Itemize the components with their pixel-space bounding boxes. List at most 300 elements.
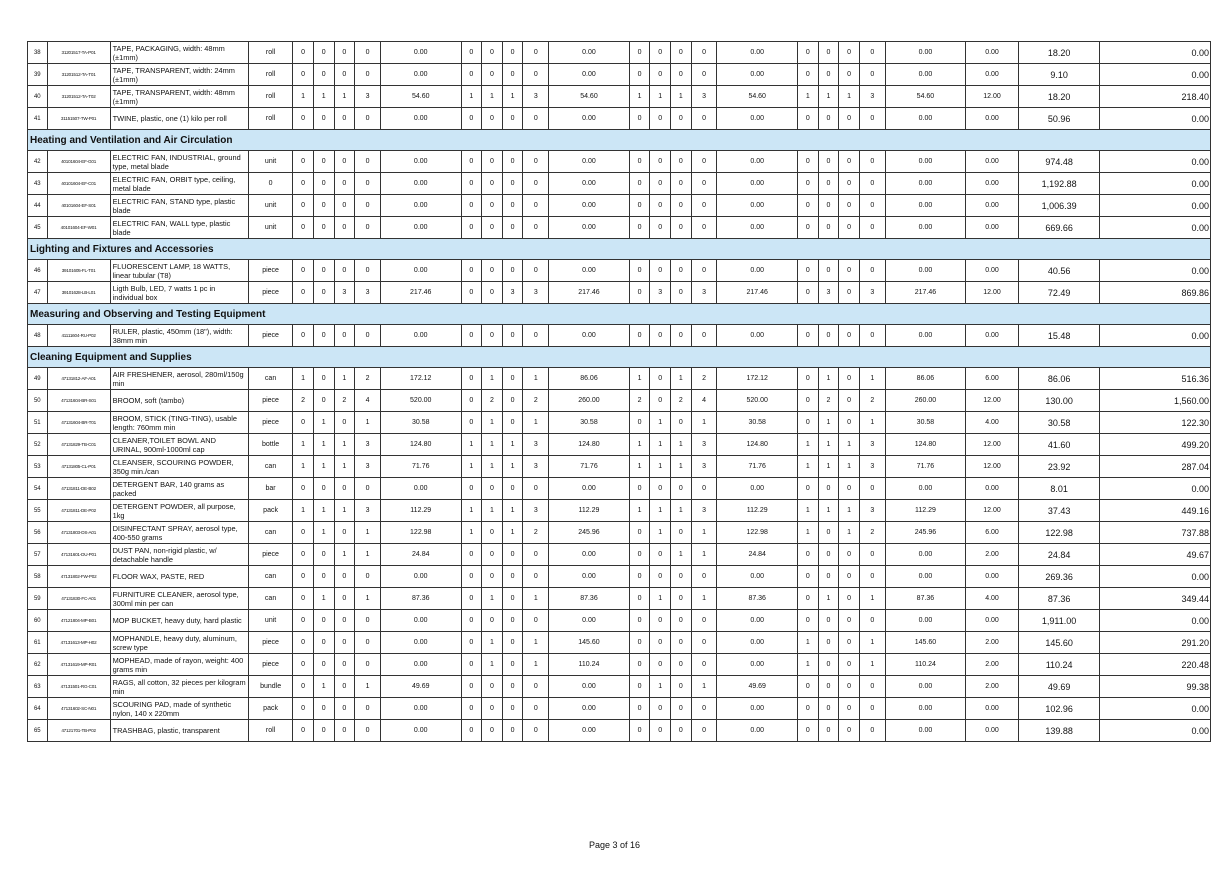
table-row [28, 500, 1211, 522]
item-number: 57 [28, 544, 48, 566]
q4-qty: 3 [859, 500, 885, 522]
total-amount: 0.00 [1100, 108, 1211, 130]
q2-qty: 0 [523, 151, 549, 173]
q4-qty: 0 [797, 566, 818, 588]
table-row [28, 478, 1211, 500]
q2-qty: 0 [482, 217, 503, 239]
q3-qty: 0 [629, 588, 650, 610]
q1-amount: 520.00 [380, 390, 461, 412]
item-number: 52 [28, 434, 48, 456]
table-row [28, 588, 1211, 610]
item-code: 47121701-TB-P02 [47, 720, 110, 742]
q4-qty: 0 [818, 325, 839, 347]
q4-qty: 1 [818, 588, 839, 610]
q3-qty: 0 [671, 478, 692, 500]
q3-qty: 0 [629, 544, 650, 566]
q3-qty: 0 [691, 654, 717, 676]
q3-qty: 0 [629, 325, 650, 347]
q4-qty: 0 [818, 720, 839, 742]
q4-qty: 1 [839, 500, 860, 522]
q2-amount: 0.00 [549, 195, 630, 217]
q3-qty: 1 [650, 456, 671, 478]
q2-qty: 0 [482, 64, 503, 86]
q4-qty: 0 [797, 588, 818, 610]
q2-amount: 0.00 [549, 610, 630, 632]
q4-qty: 0 [859, 478, 885, 500]
q1-qty: 0 [355, 698, 381, 720]
item-description: MOPHANDLE, heavy duty, aluminum, screw type [110, 632, 248, 654]
item-number: 40 [28, 86, 48, 108]
q2-qty: 0 [461, 632, 482, 654]
item-number: 63 [28, 676, 48, 698]
percentage: 4.00 [966, 412, 1019, 434]
item-number: 47 [28, 282, 48, 304]
total-amount: 0.00 [1100, 325, 1211, 347]
category-row [28, 130, 1211, 151]
q4-qty: 0 [859, 217, 885, 239]
q2-qty: 1 [461, 86, 482, 108]
q3-qty: 0 [650, 151, 671, 173]
q3-qty: 1 [629, 86, 650, 108]
q2-qty: 1 [502, 434, 523, 456]
q2-qty: 0 [482, 282, 503, 304]
q2-qty: 0 [482, 676, 503, 698]
q1-qty: 0 [293, 588, 314, 610]
q2-qty: 0 [482, 173, 503, 195]
item-number: 48 [28, 325, 48, 347]
item-number: 54 [28, 478, 48, 500]
q3-qty: 0 [650, 217, 671, 239]
q4-qty: 0 [859, 260, 885, 282]
q4-qty: 1 [797, 632, 818, 654]
q1-qty: 0 [334, 151, 355, 173]
q3-qty: 3 [691, 500, 717, 522]
q2-amount: 0.00 [549, 64, 630, 86]
q4-qty: 0 [839, 412, 860, 434]
q1-qty: 0 [313, 151, 334, 173]
q1-qty: 0 [293, 260, 314, 282]
percentage: 12.00 [966, 434, 1019, 456]
item-description: DETERGENT BAR, 140 grams as packed [110, 478, 248, 500]
item-description: DUST PAN, non-rigid plastic, w/ detachable handle [110, 544, 248, 566]
q2-qty: 0 [523, 676, 549, 698]
q4-qty: 0 [797, 217, 818, 239]
q3-qty: 0 [691, 478, 717, 500]
q2-qty: 0 [523, 108, 549, 130]
q3-qty: 0 [671, 64, 692, 86]
q1-qty: 0 [293, 412, 314, 434]
q3-qty: 0 [650, 478, 671, 500]
q2-amount: 0.00 [549, 544, 630, 566]
q3-qty: 0 [629, 478, 650, 500]
item-code: 39101605-FL-T01 [47, 260, 110, 282]
q4-qty: 1 [797, 434, 818, 456]
q3-amount: 124.80 [717, 434, 798, 456]
percentage: 0.00 [966, 566, 1019, 588]
total-amount: 122.30 [1100, 412, 1211, 434]
q1-qty: 0 [293, 64, 314, 86]
q2-amount: 0.00 [549, 217, 630, 239]
q1-qty: 0 [293, 720, 314, 742]
item-code: 40101604-EF-G01 [47, 151, 110, 173]
q3-qty: 0 [671, 195, 692, 217]
table-row [28, 654, 1211, 676]
q1-qty: 3 [334, 282, 355, 304]
item-description: ELECTRIC FAN, WALL type, plastic blade [110, 217, 248, 239]
q2-qty: 0 [461, 390, 482, 412]
item-description: CLEANSER, SCOURING POWDER, 350g min./can [110, 456, 248, 478]
q3-qty: 3 [650, 282, 671, 304]
q4-qty: 0 [859, 544, 885, 566]
percentage: 0.00 [966, 64, 1019, 86]
q4-qty: 0 [797, 610, 818, 632]
item-description: TAPE, PACKAGING, width: 48mm (±1mm) [110, 42, 248, 64]
q2-qty: 0 [461, 195, 482, 217]
q4-qty: 0 [797, 720, 818, 742]
q3-qty: 4 [691, 390, 717, 412]
q4-qty: 0 [839, 195, 860, 217]
q4-qty: 0 [818, 217, 839, 239]
percentage: 0.00 [966, 151, 1019, 173]
unit-price: 9.10 [1018, 64, 1100, 86]
q3-qty: 0 [629, 654, 650, 676]
q1-qty: 0 [334, 108, 355, 130]
q4-qty: 0 [859, 325, 885, 347]
unit-of-measure: pack [248, 698, 292, 720]
q3-qty: 0 [691, 217, 717, 239]
unit-price: 18.20 [1018, 42, 1100, 64]
q1-qty: 0 [313, 610, 334, 632]
q4-qty: 0 [839, 698, 860, 720]
category-row [28, 239, 1211, 260]
q4-qty: 0 [797, 260, 818, 282]
q2-qty: 1 [523, 412, 549, 434]
q2-amount: 245.96 [549, 522, 630, 544]
item-number: 44 [28, 195, 48, 217]
item-description: CLEANER,TOILET BOWL AND URINAL, 900ml-1000ml cap [110, 434, 248, 456]
q2-qty: 0 [482, 151, 503, 173]
unit-of-measure: can [248, 588, 292, 610]
q1-amount: 0.00 [380, 217, 461, 239]
category-heading: Lighting and Fixtures and Accessories [28, 239, 1211, 260]
q1-qty: 0 [293, 217, 314, 239]
item-description: TRASHBAG, plastic, transparent [110, 720, 248, 742]
q2-qty: 0 [461, 654, 482, 676]
q1-qty: 0 [313, 173, 334, 195]
q3-qty: 0 [671, 522, 692, 544]
q3-amount: 172.12 [717, 368, 798, 390]
q2-qty: 0 [502, 108, 523, 130]
q4-qty: 0 [859, 698, 885, 720]
table-row [28, 434, 1211, 456]
q4-qty: 0 [839, 282, 860, 304]
q1-qty: 3 [355, 500, 381, 522]
q1-qty: 0 [293, 195, 314, 217]
percentage: 0.00 [966, 217, 1019, 239]
unit-price: 122.98 [1018, 522, 1100, 544]
q3-qty: 0 [671, 412, 692, 434]
q1-qty: 2 [334, 390, 355, 412]
q1-qty: 3 [355, 434, 381, 456]
q4-qty: 0 [839, 544, 860, 566]
unit-of-measure: bundle [248, 676, 292, 698]
q4-qty: 0 [797, 698, 818, 720]
q1-qty: 0 [313, 108, 334, 130]
q4-qty: 0 [859, 42, 885, 64]
unit-price: 50.96 [1018, 108, 1100, 130]
total-amount: 49.67 [1100, 544, 1211, 566]
q3-qty: 0 [650, 632, 671, 654]
q3-qty: 0 [671, 720, 692, 742]
q2-qty: 0 [523, 173, 549, 195]
q3-amount: 24.84 [717, 544, 798, 566]
q4-qty: 0 [818, 610, 839, 632]
q2-qty: 0 [461, 173, 482, 195]
q2-qty: 0 [482, 544, 503, 566]
q2-qty: 0 [502, 698, 523, 720]
total-amount: 499.20 [1100, 434, 1211, 456]
total-amount: 99.38 [1100, 676, 1211, 698]
total-amount: 0.00 [1100, 195, 1211, 217]
item-code: 47131812-AF-A01 [47, 368, 110, 390]
q4-qty: 0 [839, 42, 860, 64]
q4-amount: 0.00 [885, 610, 966, 632]
unit-of-measure: pack [248, 500, 292, 522]
q2-qty: 0 [482, 522, 503, 544]
q3-qty: 1 [691, 588, 717, 610]
q3-qty: 0 [629, 151, 650, 173]
q3-qty: 0 [671, 173, 692, 195]
item-code: 47131601-DU-P01 [47, 544, 110, 566]
q2-qty: 0 [461, 610, 482, 632]
total-amount: 0.00 [1100, 217, 1211, 239]
q3-qty: 1 [629, 434, 650, 456]
q1-qty: 1 [293, 368, 314, 390]
q4-qty: 2 [859, 522, 885, 544]
q1-qty: 0 [293, 108, 314, 130]
q2-qty: 0 [523, 260, 549, 282]
q3-qty: 1 [671, 368, 692, 390]
q1-amount: 0.00 [380, 173, 461, 195]
unit-price: 145.60 [1018, 632, 1100, 654]
q4-amount: 0.00 [885, 42, 966, 64]
q4-amount: 71.76 [885, 456, 966, 478]
q4-amount: 0.00 [885, 151, 966, 173]
total-amount: 291.20 [1100, 632, 1211, 654]
q3-qty: 0 [650, 64, 671, 86]
unit-of-measure: bar [248, 478, 292, 500]
item-description: MOP BUCKET, heavy duty, hard plastic [110, 610, 248, 632]
q2-qty: 0 [523, 566, 549, 588]
q1-qty: 1 [293, 434, 314, 456]
q2-qty: 1 [482, 86, 503, 108]
q2-qty: 0 [461, 282, 482, 304]
q4-qty: 3 [818, 282, 839, 304]
table-row [28, 412, 1211, 434]
q4-qty: 0 [839, 108, 860, 130]
q2-qty: 0 [523, 195, 549, 217]
q4-qty: 0 [859, 610, 885, 632]
q2-qty: 1 [461, 500, 482, 522]
unit-of-measure: can [248, 566, 292, 588]
q3-qty: 0 [629, 720, 650, 742]
q4-qty: 2 [818, 390, 839, 412]
q2-qty: 0 [461, 368, 482, 390]
q2-qty: 0 [461, 566, 482, 588]
q2-qty: 3 [523, 86, 549, 108]
q2-qty: 0 [523, 610, 549, 632]
q4-qty: 0 [839, 368, 860, 390]
q4-amount: 217.46 [885, 282, 966, 304]
item-description: ELECTRIC FAN, ORBIT type, ceiling, metal blade [110, 173, 248, 195]
q1-amount: 0.00 [380, 698, 461, 720]
unit-price: 86.06 [1018, 368, 1100, 390]
item-description: FLUORESCENT LAMP, 18 WATTS, linear tubular (T8) [110, 260, 248, 282]
q2-amount: 71.76 [549, 456, 630, 478]
q2-qty: 0 [482, 720, 503, 742]
q1-qty: 0 [293, 676, 314, 698]
q2-qty: 0 [482, 478, 503, 500]
unit-price: 110.24 [1018, 654, 1100, 676]
total-amount: 0.00 [1100, 42, 1211, 64]
total-amount: 220.48 [1100, 654, 1211, 676]
q3-qty: 0 [691, 566, 717, 588]
q1-qty: 1 [313, 86, 334, 108]
q3-qty: 0 [671, 217, 692, 239]
q3-qty: 0 [629, 64, 650, 86]
item-number: 38 [28, 42, 48, 64]
table-row [28, 173, 1211, 195]
q3-qty: 0 [650, 260, 671, 282]
q2-qty: 0 [482, 610, 503, 632]
q4-amount: 0.00 [885, 698, 966, 720]
total-amount: 0.00 [1100, 260, 1211, 282]
q1-amount: 0.00 [380, 325, 461, 347]
q4-qty: 0 [797, 195, 818, 217]
item-description: DETERGENT POWDER, all purpose, 1kg [110, 500, 248, 522]
q4-qty: 0 [839, 588, 860, 610]
unit-of-measure: unit [248, 151, 292, 173]
q4-amount: 0.00 [885, 566, 966, 588]
q2-qty: 0 [502, 654, 523, 676]
q3-qty: 0 [629, 610, 650, 632]
percentage: 0.00 [966, 260, 1019, 282]
unit-price: 1,911.00 [1018, 610, 1100, 632]
q1-qty: 1 [334, 86, 355, 108]
q1-qty: 0 [334, 217, 355, 239]
q1-qty: 1 [334, 456, 355, 478]
item-description: MOPHEAD, made of rayon, weight: 400 grams min [110, 654, 248, 676]
q3-qty: 1 [650, 86, 671, 108]
q1-qty: 1 [313, 456, 334, 478]
q2-qty: 3 [523, 456, 549, 478]
q2-qty: 0 [461, 260, 482, 282]
q2-qty: 0 [523, 42, 549, 64]
q2-qty: 1 [502, 86, 523, 108]
unit-price: 15.48 [1018, 325, 1100, 347]
q1-qty: 0 [293, 42, 314, 64]
item-code: 47121804-MP-B01 [47, 610, 110, 632]
q3-qty: 0 [629, 217, 650, 239]
q1-qty: 0 [313, 566, 334, 588]
q3-qty: 0 [629, 173, 650, 195]
q2-amount: 0.00 [549, 108, 630, 130]
unit-of-measure: roll [248, 86, 292, 108]
q4-amount: 87.36 [885, 588, 966, 610]
q3-qty: 0 [650, 368, 671, 390]
q1-amount: 0.00 [380, 151, 461, 173]
q3-amount: 122.98 [717, 522, 798, 544]
q3-amount: 0.00 [717, 260, 798, 282]
item-number: 42 [28, 151, 48, 173]
q1-qty: 2 [355, 368, 381, 390]
q4-qty: 0 [797, 108, 818, 130]
q3-qty: 3 [691, 86, 717, 108]
q4-qty: 0 [818, 151, 839, 173]
q2-qty: 0 [502, 368, 523, 390]
q2-qty: 0 [482, 260, 503, 282]
unit-price: 24.84 [1018, 544, 1100, 566]
q2-qty: 0 [461, 720, 482, 742]
q4-qty: 1 [859, 412, 885, 434]
total-amount: 0.00 [1100, 151, 1211, 173]
q2-qty: 3 [523, 500, 549, 522]
q1-qty: 0 [293, 522, 314, 544]
q3-qty: 2 [691, 368, 717, 390]
item-number: 65 [28, 720, 48, 742]
q4-qty: 1 [839, 434, 860, 456]
q1-amount: 54.60 [380, 86, 461, 108]
q1-qty: 0 [355, 654, 381, 676]
q3-qty: 0 [650, 173, 671, 195]
q2-qty: 0 [502, 217, 523, 239]
q3-amount: 87.36 [717, 588, 798, 610]
q3-qty: 2 [629, 390, 650, 412]
q1-qty: 0 [313, 64, 334, 86]
item-description: RULER, plastic, 450mm (18"), width: 38mm min [110, 325, 248, 347]
q2-qty: 0 [461, 217, 482, 239]
q1-qty: 0 [293, 282, 314, 304]
q2-amount: 0.00 [549, 698, 630, 720]
unit-price: 669.66 [1018, 217, 1100, 239]
q1-qty: 0 [334, 522, 355, 544]
unit-price: 49.69 [1018, 676, 1100, 698]
table-row [28, 217, 1211, 239]
unit-of-measure: piece [248, 282, 292, 304]
q3-qty: 0 [691, 108, 717, 130]
item-number: 56 [28, 522, 48, 544]
q3-qty: 0 [671, 654, 692, 676]
q1-amount: 0.00 [380, 195, 461, 217]
q4-qty: 0 [797, 325, 818, 347]
q2-amount: 110.24 [549, 654, 630, 676]
table-row [28, 456, 1211, 478]
q4-amount: 0.00 [885, 720, 966, 742]
q3-qty: 1 [691, 412, 717, 434]
unit-of-measure: roll [248, 720, 292, 742]
q4-amount: 110.24 [885, 654, 966, 676]
unit-price: 37.43 [1018, 500, 1100, 522]
unit-of-measure: unit [248, 610, 292, 632]
q1-amount: 0.00 [380, 478, 461, 500]
item-number: 60 [28, 610, 48, 632]
total-amount: 0.00 [1100, 566, 1211, 588]
percentage: 0.00 [966, 325, 1019, 347]
item-number: 64 [28, 698, 48, 720]
q3-qty: 0 [650, 195, 671, 217]
q1-qty: 1 [293, 500, 314, 522]
q4-qty: 0 [797, 478, 818, 500]
